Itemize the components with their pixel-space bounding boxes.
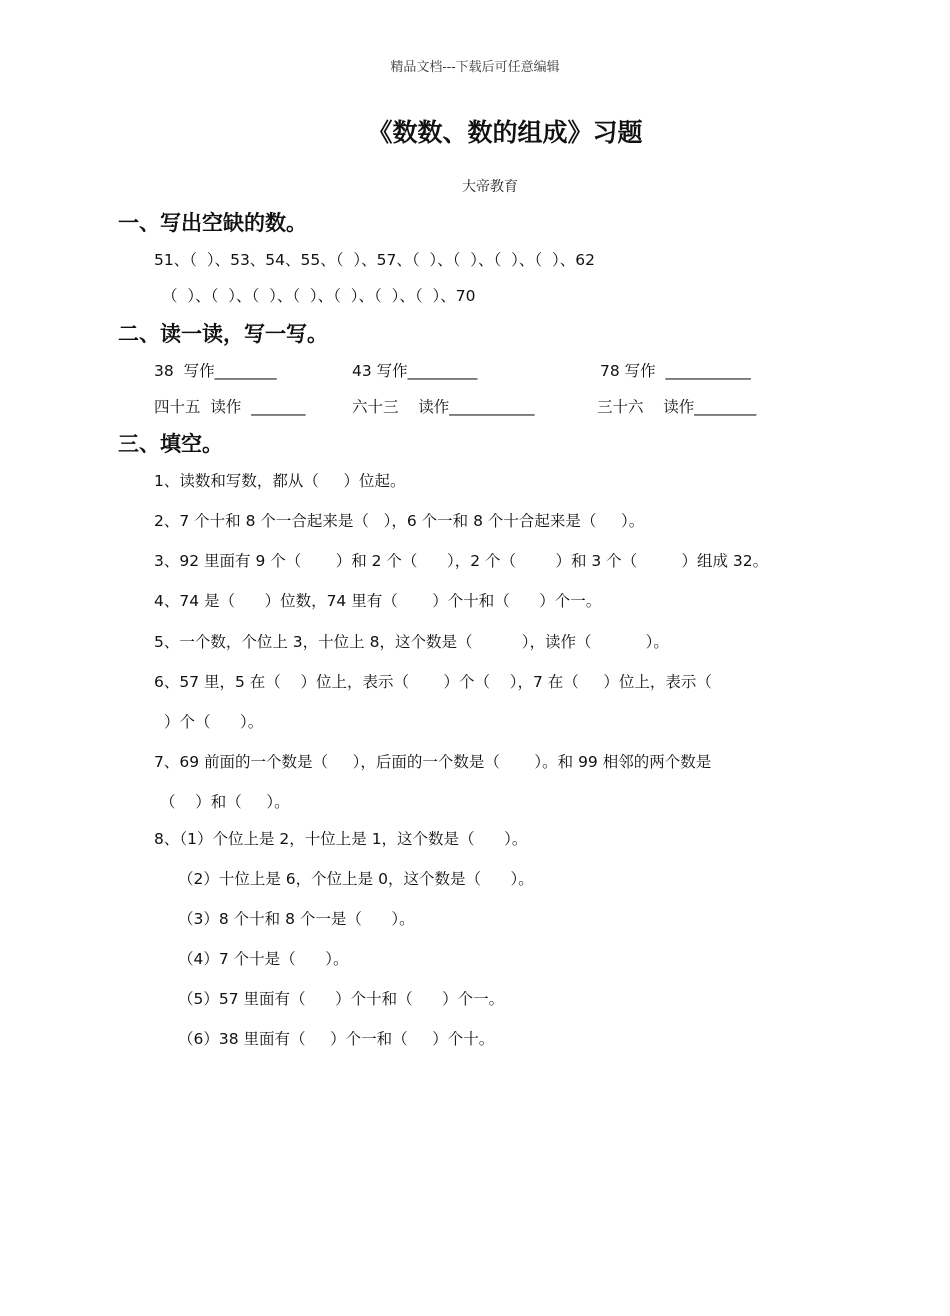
read-item: 六十三 读作___________ (352, 398, 535, 416)
sub-question-line: （4）7 个十是（ ）。 (178, 950, 349, 968)
sequence-line: 51、（ ）、53、54、55、（ ）、57、（ ）、（ ）、（ ）、（ ）、62 (154, 251, 595, 269)
page-header: 精品文档---下载后可任意编辑 (390, 60, 560, 75)
question-line: 3、92 里面有 9 个（ ）和 2 个（ ），2 个（ ）和 3 个（ ）组成 32。 (154, 552, 769, 570)
question-line: （ ）和（ ）。 (160, 793, 290, 811)
write-item: 43 写作_________ (352, 362, 478, 380)
read-item: 四十五 读作 _______ (154, 398, 306, 416)
section-heading-fill-missing: 一、写出空缺的数。 (118, 211, 307, 235)
question-line: 6、57 里，5 在（ ）位上，表示（ ）个（ ），7 在（ ）位上，表示（ (154, 673, 712, 691)
question-line: ）个（ ）。 (164, 713, 264, 731)
document-title: 《数数、数的组成》习题 (367, 118, 643, 147)
write-item: 78 写作 ___________ (600, 362, 751, 380)
sub-question-line: （3）8 个十和 8 个一是（ ）。 (178, 910, 415, 928)
write-item: 38 写作________ (154, 362, 277, 380)
sub-question-line: （6）38 里面有（ ）个一和（ ）个十。 (178, 1030, 495, 1048)
sequence-line: （ ）、（ ）、（ ）、（ ）、（ ）、（ ）、（ ）、70 (162, 287, 476, 305)
question-line: 8、（1）个位上是 2，十位上是 1，这个数是（ ）。 (154, 830, 528, 848)
question-line: 5、一个数，个位上 3，十位上 8，这个数是（ ），读作（ ）。 (154, 633, 669, 651)
sub-question-line: （5）57 里面有（ ）个十和（ ）个一。 (178, 990, 505, 1008)
read-item: 三十六 读作________ (597, 398, 757, 416)
section-heading-fill-blanks: 三、填空。 (118, 432, 223, 456)
sub-question-line: （2）十位上是 6，个位上是 0，这个数是（ ）。 (178, 870, 534, 888)
question-line: 1、读数和写数，都从（ ）位起。 (154, 472, 406, 490)
question-line: 4、74 是（ ）位数，74 里有（ ）个十和（ ）个一。 (154, 592, 602, 610)
section-heading-read-write: 二、读一读，写一写。 (118, 322, 328, 346)
question-line: 2、7 个十和 8 个一合起来是（ ），6 个一和 8 个十合起来是（ ）。 (154, 512, 645, 530)
question-line: 7、69 前面的一个数是（ ），后面的一个数是（ ）。和 99 相邻的两个数是 (154, 753, 712, 771)
document-author: 大帝教育 (462, 179, 518, 195)
